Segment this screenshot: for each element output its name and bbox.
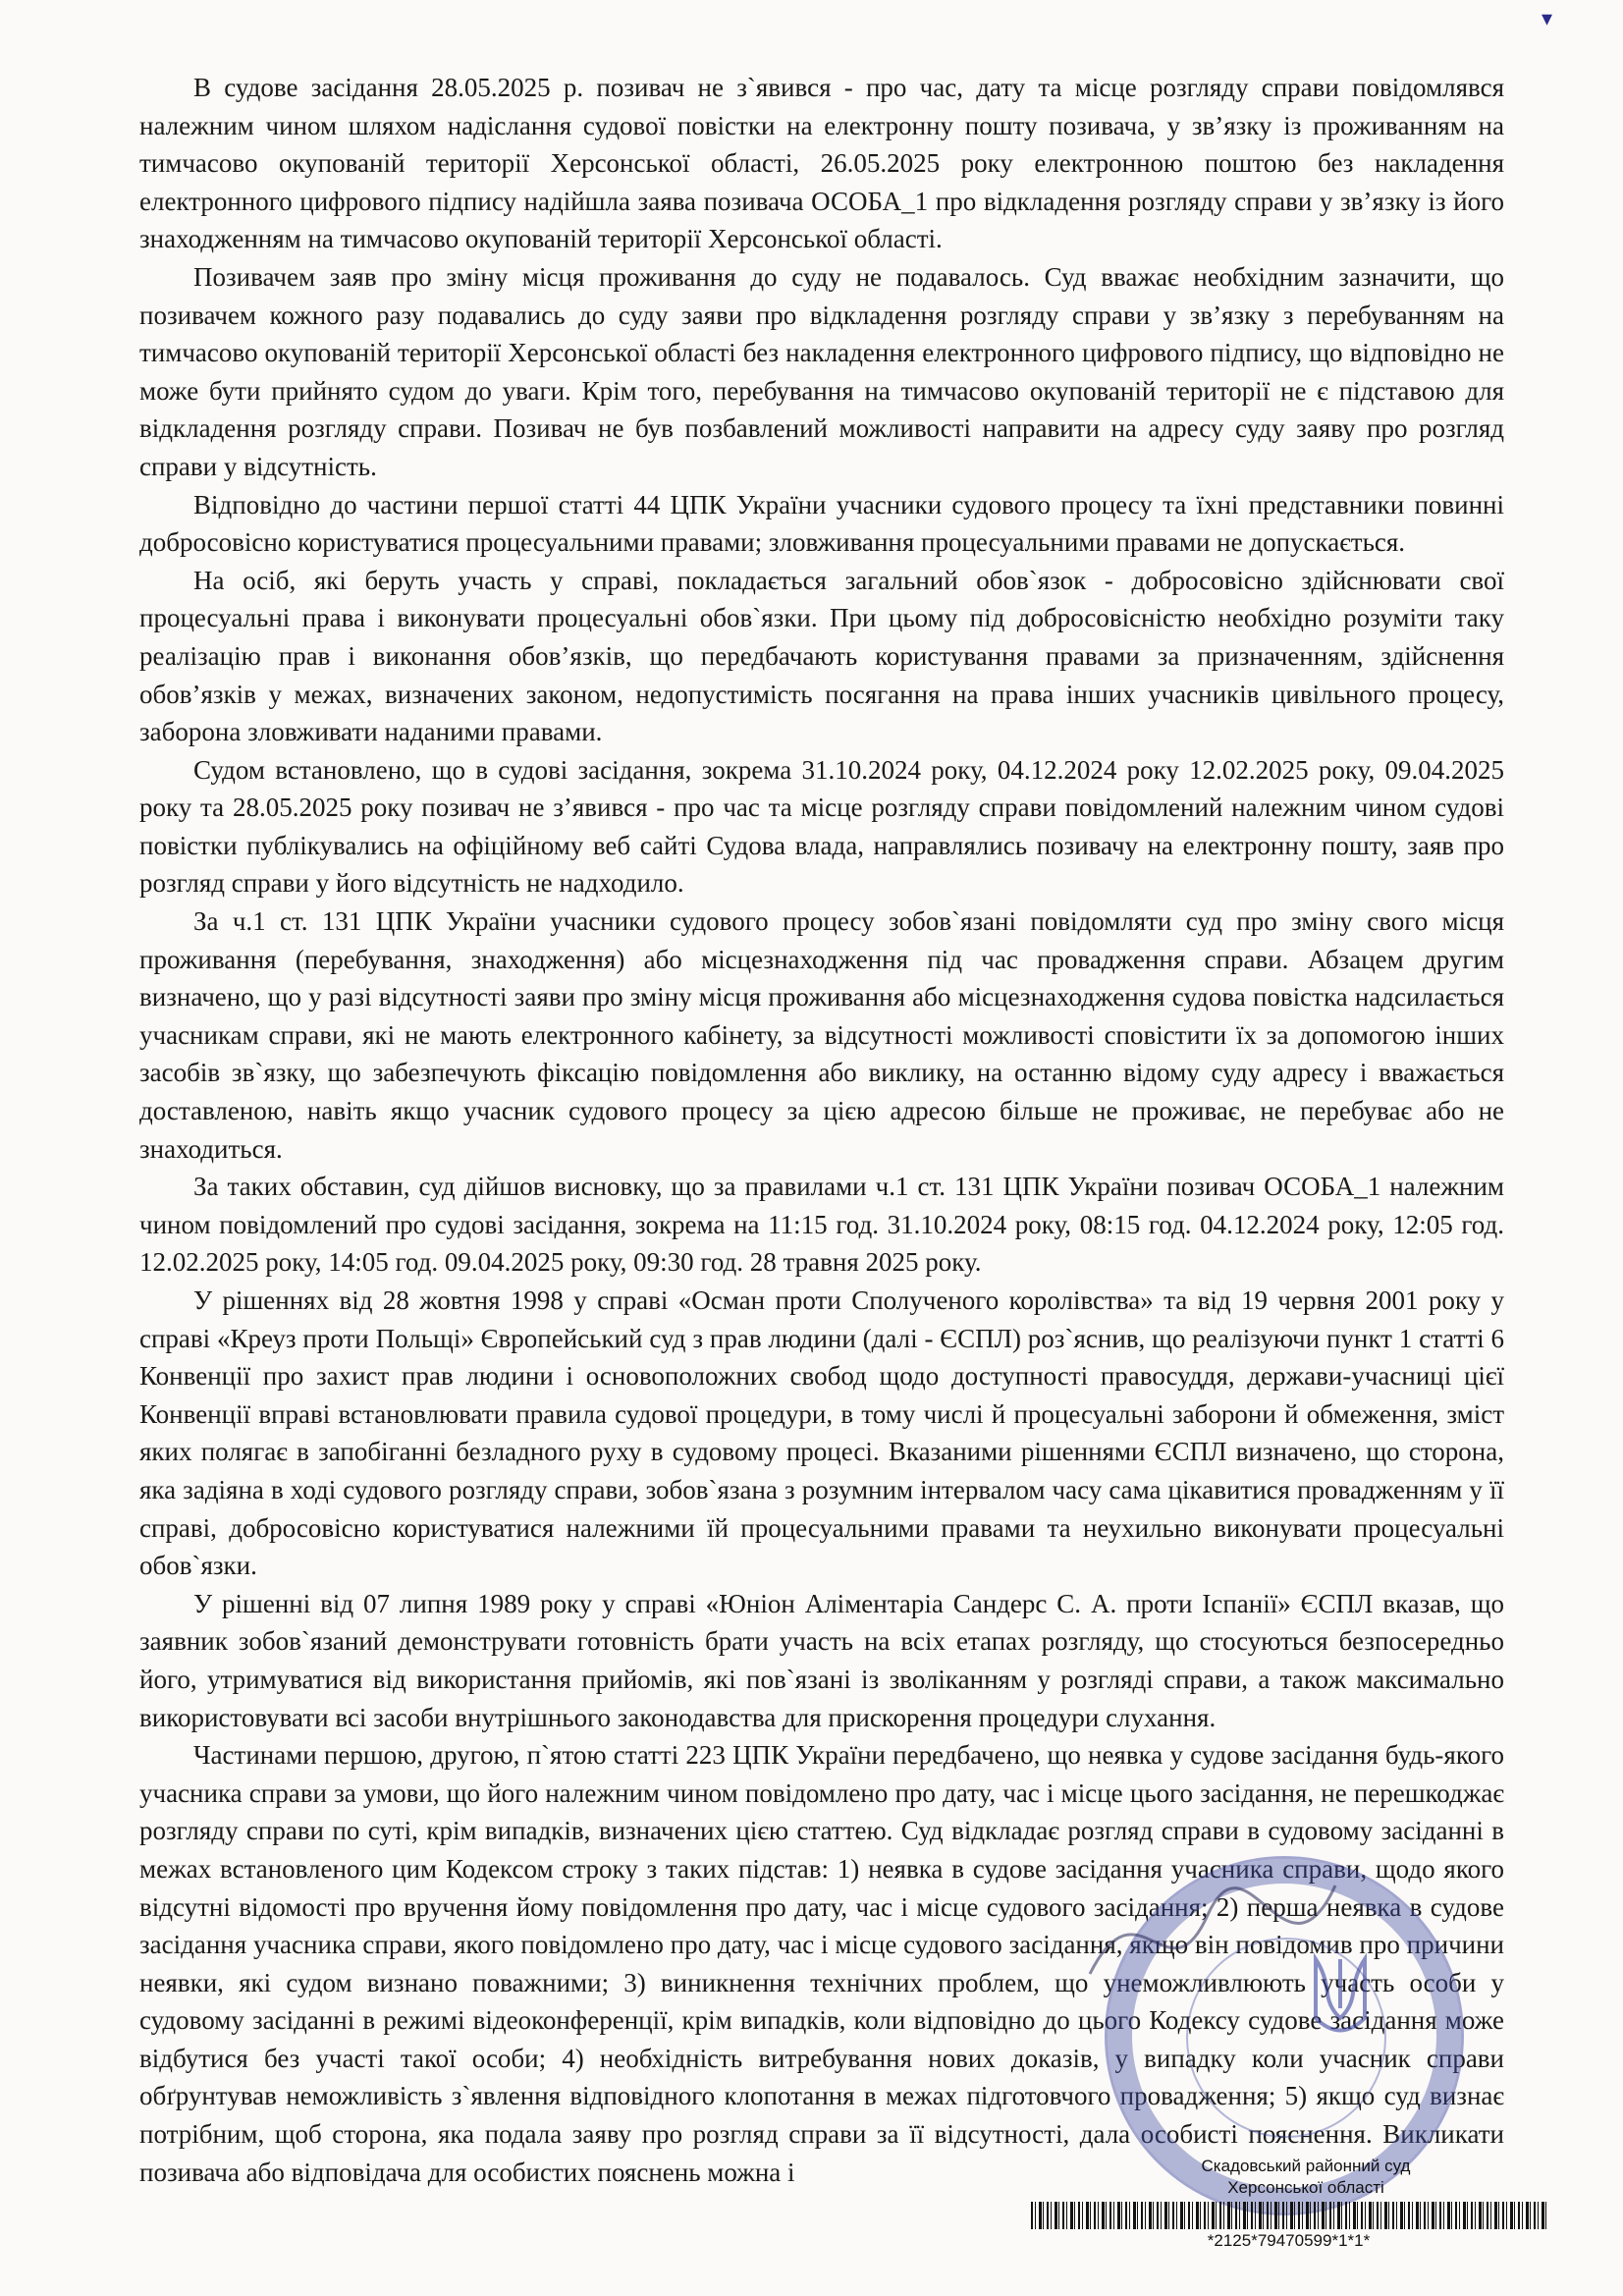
paragraph: За таких обставин, суд дійшов висновку, що за правилами ч.1 ст. 131 ЦПК України позивач ОСОБА_1 належним чином повідомлений про судові засідання, зокрема на 11:15 год. 31.10.2024 року, 08:15 год. 04.12.2024 року, 12:05 год. 12.02.2025 року, 14:05 год. 09.04.2025 року, 09:30 год. 28 травня 2025 року. (139, 1172, 1504, 1278)
court-region: Херсонської області (1227, 2178, 1384, 2197)
paragraph: Позивачем заяв про зміну місця проживання до суду не подавалось. Суд вважає необхідним зазначити, що позивачем кожного разу подавались до суду заяви про відкладення розгляду справи у зв’язку з перебуванням на тимчасово окупованій території Херсонської області без накладення електронного цифрового підпису, що відповідно не може бути прийнято судом до уваги. Крім того, перебування на тимчасово окупованій території не є підставою для відкладення розгляду справи. Позивач не був позбавлений можливості направити на адресу суду заяву про розгляд справи у відсутність. (139, 261, 1504, 481)
court-name: Скадовський районний суд (1201, 2157, 1411, 2175)
paragraph: За ч.1 ст. 131 ЦПК України учасники судового процесу зобов`язані повідомляти суд про зміну свого місця проживання (перебування, знаходження) або місцезнаходження під час провадження справи. Абзацем другим визначено, що у разі відсутності заяви про зміну місця проживання або місцезнаходження судова повістка надсилається учасникам справи, які не мають електронного кабінету, за відсутності можливості сповістити їх за допомогою інших засобів зв`язку, що забезпечують фіксацію повідомлення або виклику, на останню відому суду адресу і вважається доставленою, навіть якщо учасник судового процесу за цією адресою більше не проживає, не перебуває або не знаходиться. (139, 906, 1504, 1164)
barcode (1031, 2202, 1546, 2229)
document-body (139, 69, 1504, 2191)
barcode-text: *2125*79470599*1*1* (1207, 2231, 1371, 2250)
paragraph: Відповідно до частини першої статті 44 ЦПК України учасники судового процесу та їхні представники повинні добросовісно користуватися процесуальними правами; зловживання процесуальними правами не допускається. (139, 489, 1504, 558)
paragraph: На осіб, які беруть участь у справі, покладається загальний обов`язок - добросовісно здійснювати свої процесуальні права і виконувати процесуальні обов`язки. При цьому під добросовісністю необхідно розуміти таку реалізацію прав і виконання обов’язків, що передбачають користування правами за призначенням, здійснення обов’язків у межах, визначених законом, недопустимість посягання на права інших учасників цивільного процесу, заборона зловживати наданими правами. (139, 565, 1504, 747)
paragraph: Частинами першою, другою, п`ятою статті 223 ЦПК України передбачено, що неявка у судове засідання будь-якого учасника справи за умови, що його належним чином повідомлено про дату, час і місце цього засідання, не перешкоджає розгляду справи по суті, крім випадків, визначених цією статтею. Суд відкладає розгляд справи в судовому засіданні в межах встановленого цим Кодексом строку з таких підстав: 1) неявка в судове засідання учасника справи, щодо якого відсутні відомості про вручення йому повідомлення про дату, час і місце судового засідання; 2) перша неявка в судове засідання учасника справи, якого повідомлено про дату, час і місце судового засідання, якщо він повідомив про причини неявки, які судом визнано поважними; 3) виникнення технічних проблем, що унеможливлюють участь особи у судовому засіданні в режимі відеоконференції, крім випадків, коли відповідно до цього Кодексу судове засідання може відбутися без участі такої особи; 4) необхідність витребування нових доказів, у випадку коли учасник справи обґрунтував неможливість з`явлення відповідного клопотання в межах підготовчого провадження; 5) якщо суд визнає потрібним, щоб сторона, яка подала заяву про розгляд справи за її відсутності, дала особисті пояснення. Викликати позивача або відповідача для особистих пояснень можна і (139, 1740, 1504, 2187)
paragraph: У рішеннях від 28 жовтня 1998 у справі «Осман проти Сполученого королівства» та від 19 червня 2001 року у справі «Креуз проти Польщі» Європейський суд з прав людини (далі - ЄСПЛ) роз`яснив, що реалізуючи пункт 1 статті 6 Конвенції про захист прав людини і основоположних свобод щодо доступності правосуддя, держави-учасниці цієї Конвенції вправі встановлювати правила судової процедури, в тому числі й процесуальні заборони й обмеження, зміст яких полягає в запобіганні безладного руху в судовому процесі. Вказаними рішеннями ЄСПЛ визначено, що сторона, яка задіяна в ході судового розгляду справи, зобов`язана з розумним інтервалом часу сама цікавитися провадженням у її справі, добросовісно користуватися належними їй процесуальними правами та неухильно виконувати процесуальні обов`язки. (139, 1285, 1504, 1581)
court-footer (1193, 2156, 1419, 2199)
paragraph: У рішенні від 07 липня 1989 року у справі «Юніон Аліментаріа Сандерс С. А. проти Іспанії» ЄСПЛ вказав, що заявник зобов`язаний демонструвати готовність брати участь на всіх етапах розгляду, що стосуються безпосередньо його, утримуватися від використання прийомів, які пов`язані із зволіканням у розгляді справи, а також максимально використовувати всі засоби внутрішнього законодавства для прискорення процедури слухання. (139, 1588, 1504, 1732)
paragraph: Судом встановлено, що в судові засідання, зокрема 31.10.2024 року, 04.12.2024 року 12.02.2025 року, 09.04.2025 року та 28.05.2025 року позивач не з’явився - про час та місце розгляду справи повідомлений належним чином судові повістки публікувались на офіційному веб сайті Судова влада, направлялись позивачу на електронну пошту, заяв про розгляд справи у його відсутність не надходило. (139, 754, 1504, 899)
page-corner-mark: ▾ (1541, 6, 1552, 30)
paragraph: В судове засідання 28.05.2025 р. позивач не з`явився - про час, дату та місце розгляду справи повідомлявся належним чином шляхом надіслання судової повістки на електронну пошту позивача, у зв’язку із проживанням на тимчасово окупованій території Херсонської області, 26.05.2025 року електронною поштою без накладення електронного цифрового підпису надійшла заява позивача ОСОБА_1 про відкладення розгляду справи у зв’язку із його знаходженням на тимчасово окупованій території Херсонської області. (139, 73, 1504, 254)
